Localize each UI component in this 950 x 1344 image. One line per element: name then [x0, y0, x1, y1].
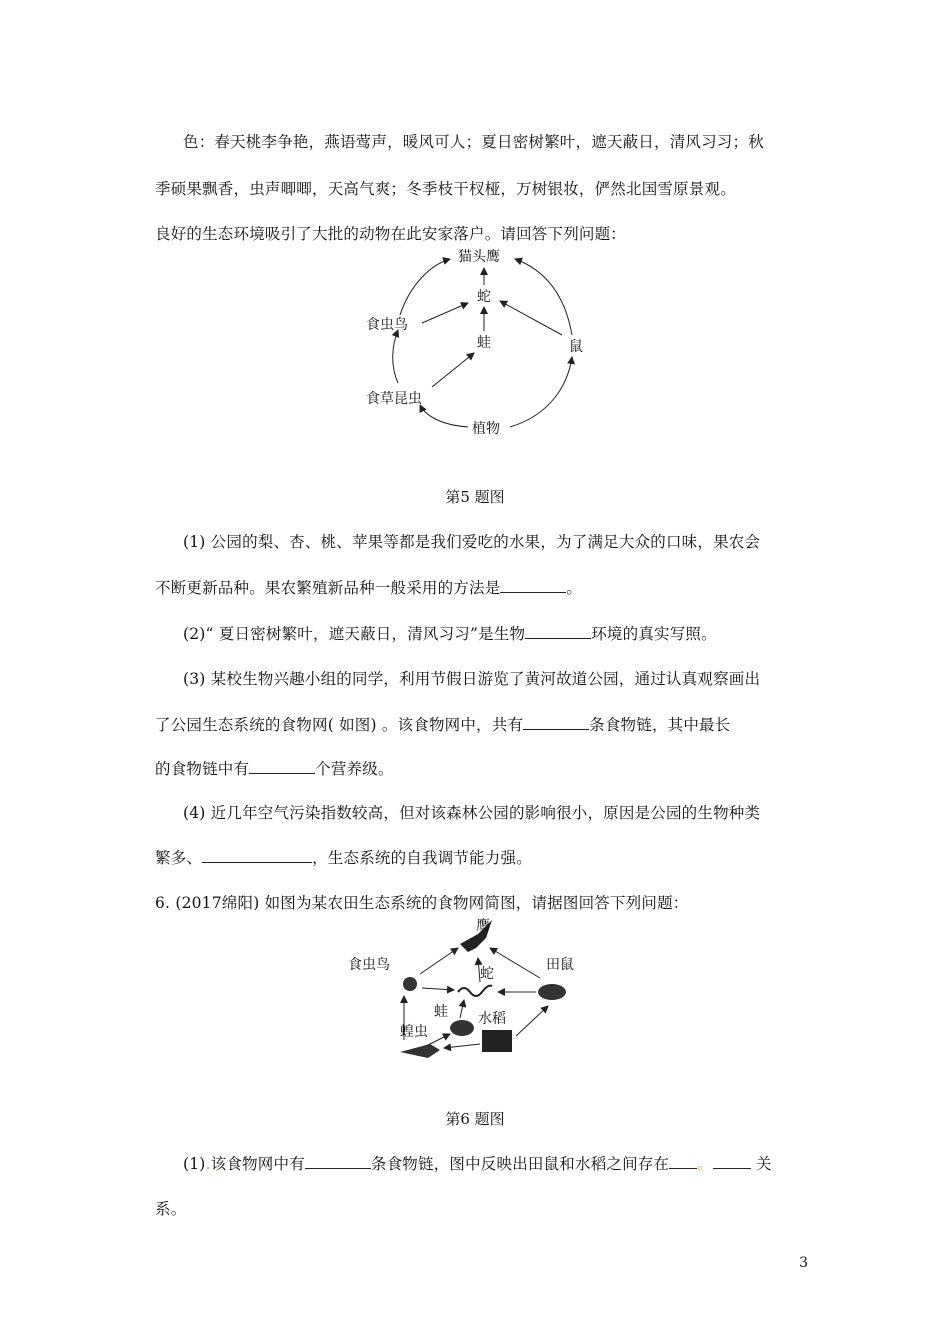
label-bird: 食虫鸟	[348, 957, 390, 973]
answer-blank[interactable]	[249, 759, 315, 774]
food-web-figure-5	[340, 235, 620, 445]
figure-6-caption: 第6 题图	[445, 1110, 505, 1128]
label-locust: 蝗虫	[400, 1024, 428, 1040]
arrow-plant-insect	[420, 405, 468, 427]
arrow-mouse-snake	[500, 301, 562, 335]
node-snake: 蛇	[477, 289, 491, 305]
arrow-bird-snake	[422, 303, 468, 323]
q5-part3-line2: 了公园生态系统的食物网( 如图) 。该食物网中，共有 条食物链，其中最长	[155, 716, 731, 734]
q5-part4-line1: (4) 近几年空气污染指数较高，但对该森林公园的影响很小，原因是公园的生物种类	[183, 804, 761, 822]
node-plant: 植物	[472, 421, 500, 437]
snake-icon	[458, 986, 492, 996]
answer-blank[interactable]	[525, 624, 591, 639]
label-snake: 蛇	[480, 966, 494, 982]
q6-part1-line1: (1).该食物网中有 条食物链，图中反映出田鼠和水稻之间存在 。 关	[183, 1155, 772, 1173]
q5-part4-line2: 繁多、 ，生态系统的自我调节能力强。	[155, 849, 532, 867]
node-owl: 猫头鹰	[458, 249, 500, 265]
arrow-insect-frog	[432, 353, 474, 387]
q6-part1-line2: 系。	[155, 1200, 187, 1218]
figure-5-caption: 第5 题图	[445, 488, 505, 506]
answer-blank[interactable]	[500, 578, 566, 593]
node-mouse: 鼠	[569, 339, 583, 355]
answer-blank[interactable]	[202, 848, 312, 863]
intro-line-3: 良好的生态环境吸引了大批的动物在此安家落户。请回答下列问题：	[155, 225, 627, 243]
node-insect: 食草昆虫	[366, 391, 422, 407]
page-number: 3	[799, 1255, 808, 1271]
label-frog: 蛙	[434, 1004, 448, 1020]
locust-icon	[400, 1044, 440, 1058]
label-rice: 水稻	[478, 1011, 506, 1027]
node-frog: 蛙	[477, 335, 491, 351]
food-web-figure-6	[340, 912, 610, 1077]
q5-part2: (2)“ 夏日密树繁叶，遮天蔽日，清风习习”是生物 环境的真实写照。	[183, 625, 717, 643]
q5-part1-line2: 不断更新品种。果农繁殖新品种一般采用的方法是 。	[155, 579, 583, 597]
rice-icon	[482, 1030, 512, 1052]
answer-blank[interactable]	[713, 1154, 751, 1169]
q5-part1-line1: (1) 公园的梨、杏、桃、苹果等都是我们爱吃的水果，为了满足大众的口味，果农会	[183, 533, 761, 551]
label-mouse: 田鼠	[546, 957, 574, 973]
answer-blank[interactable]	[669, 1154, 697, 1169]
arrow-mouse-owl	[515, 259, 572, 335]
bird-icon	[403, 977, 417, 991]
q5-part3-line3: 的食物链中有 个营养级。	[155, 760, 394, 778]
arrow-insect-bird	[393, 330, 398, 383]
label-eagle: 鹰	[476, 918, 490, 934]
arrow-bird-owl	[400, 259, 450, 315]
answer-blank[interactable]	[305, 1154, 371, 1169]
intro-line-1: 色：春天桃李争艳，燕语莺声，暖风可人；夏日密树繁叶，遮天蔽日，清风习习；秋	[183, 133, 764, 151]
frog-icon	[450, 1020, 474, 1036]
answer-blank[interactable]	[523, 715, 589, 730]
arrow-plant-mouse	[510, 357, 572, 427]
node-bird: 食虫鸟	[366, 317, 408, 333]
intro-line-2: 季硕果飘香，虫声唧唧，天高气爽；冬季枝干杈桠，万树银妆，俨然北国雪原景观。	[155, 180, 736, 198]
q6-stem: 6. (2017绵阳) 如图为某农田生态系统的食物网简图，请据图回答下列问题：	[155, 894, 689, 912]
q5-part3-line1: (3) 某校生物兴趣小组的同学，利用节假日游览了黄河故道公园，通过认真观察画出	[183, 670, 761, 688]
mouse-icon	[538, 984, 566, 1000]
